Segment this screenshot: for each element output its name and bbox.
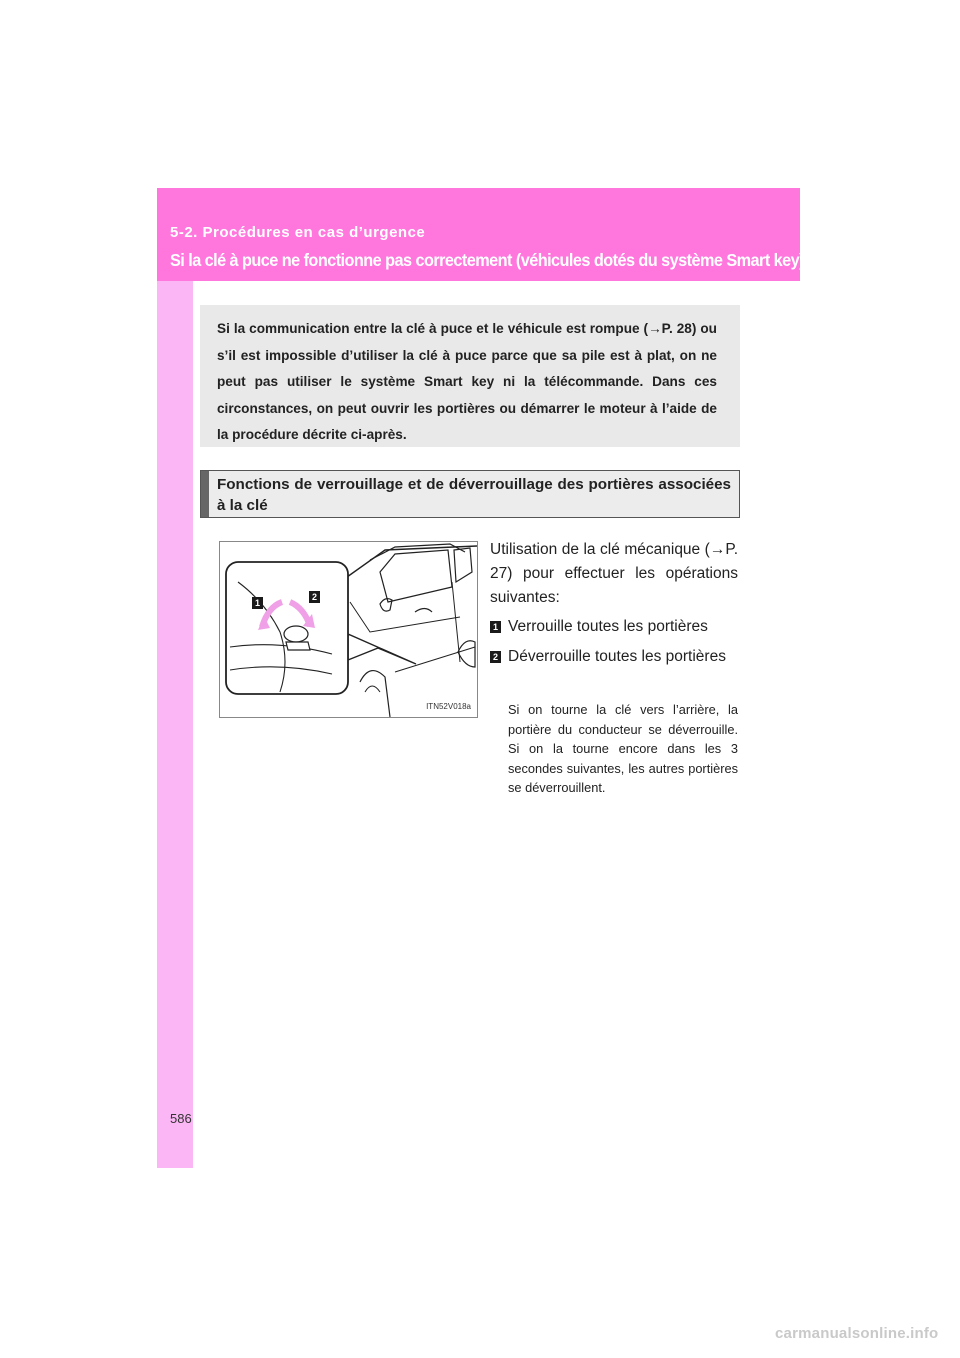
subheading-text: Fonctions de verrouillage et de déverrouillage des portières associées à la clé (217, 476, 731, 514)
intro-text: Si la communication entre la clé à puce et le véhicule est rompue (→P. 28) ou s’il est impossible d’utiliser la clé à puce parce que sa pile est à plat, on ne peut pas utiliser le système Smart key ni la télécommande. Dans ces circonstances, on peut ouvrir les portières ou démarrer le moteur à l’aide de la procédure décrite ci-après. (217, 321, 717, 442)
step-1-badge: 1 (490, 621, 501, 633)
marker-2-label: 2 (312, 592, 318, 602)
step-1-text: Verrouille toutes les portières (508, 618, 708, 635)
page-title: Si la clé à puce ne fonctionne pas correctement (véhicules dotés du système Smart key) (170, 250, 804, 270)
note-text: Si on tourne la clé vers l’arrière, la portière du conducteur se déverrouille. Si on la tourne encore dans les 3 secondes suivantes, les autres portières se déverrouillent. (508, 702, 738, 795)
step-2-text: Déverrouille toutes les portières (508, 648, 726, 665)
subheading-box (200, 470, 740, 518)
page-number: 586 (170, 1111, 192, 1126)
body-text: Utilisation de la clé mécanique (→P. 27) pour effectuer les opérations suivantes: (490, 541, 738, 606)
figure-code: ITN52V018a (426, 702, 471, 711)
left-margin-band (157, 188, 193, 1168)
section-label: 5-2. Procédures en cas d’urgence (170, 224, 426, 241)
step-2-badge: 2 (490, 651, 501, 663)
marker-1-label: 1 (255, 598, 261, 608)
door-key-illustration (219, 541, 478, 718)
subheading-bar (201, 471, 209, 517)
car-door-drawing (220, 542, 477, 717)
watermark: carmanualsonline.info (775, 1325, 939, 1342)
